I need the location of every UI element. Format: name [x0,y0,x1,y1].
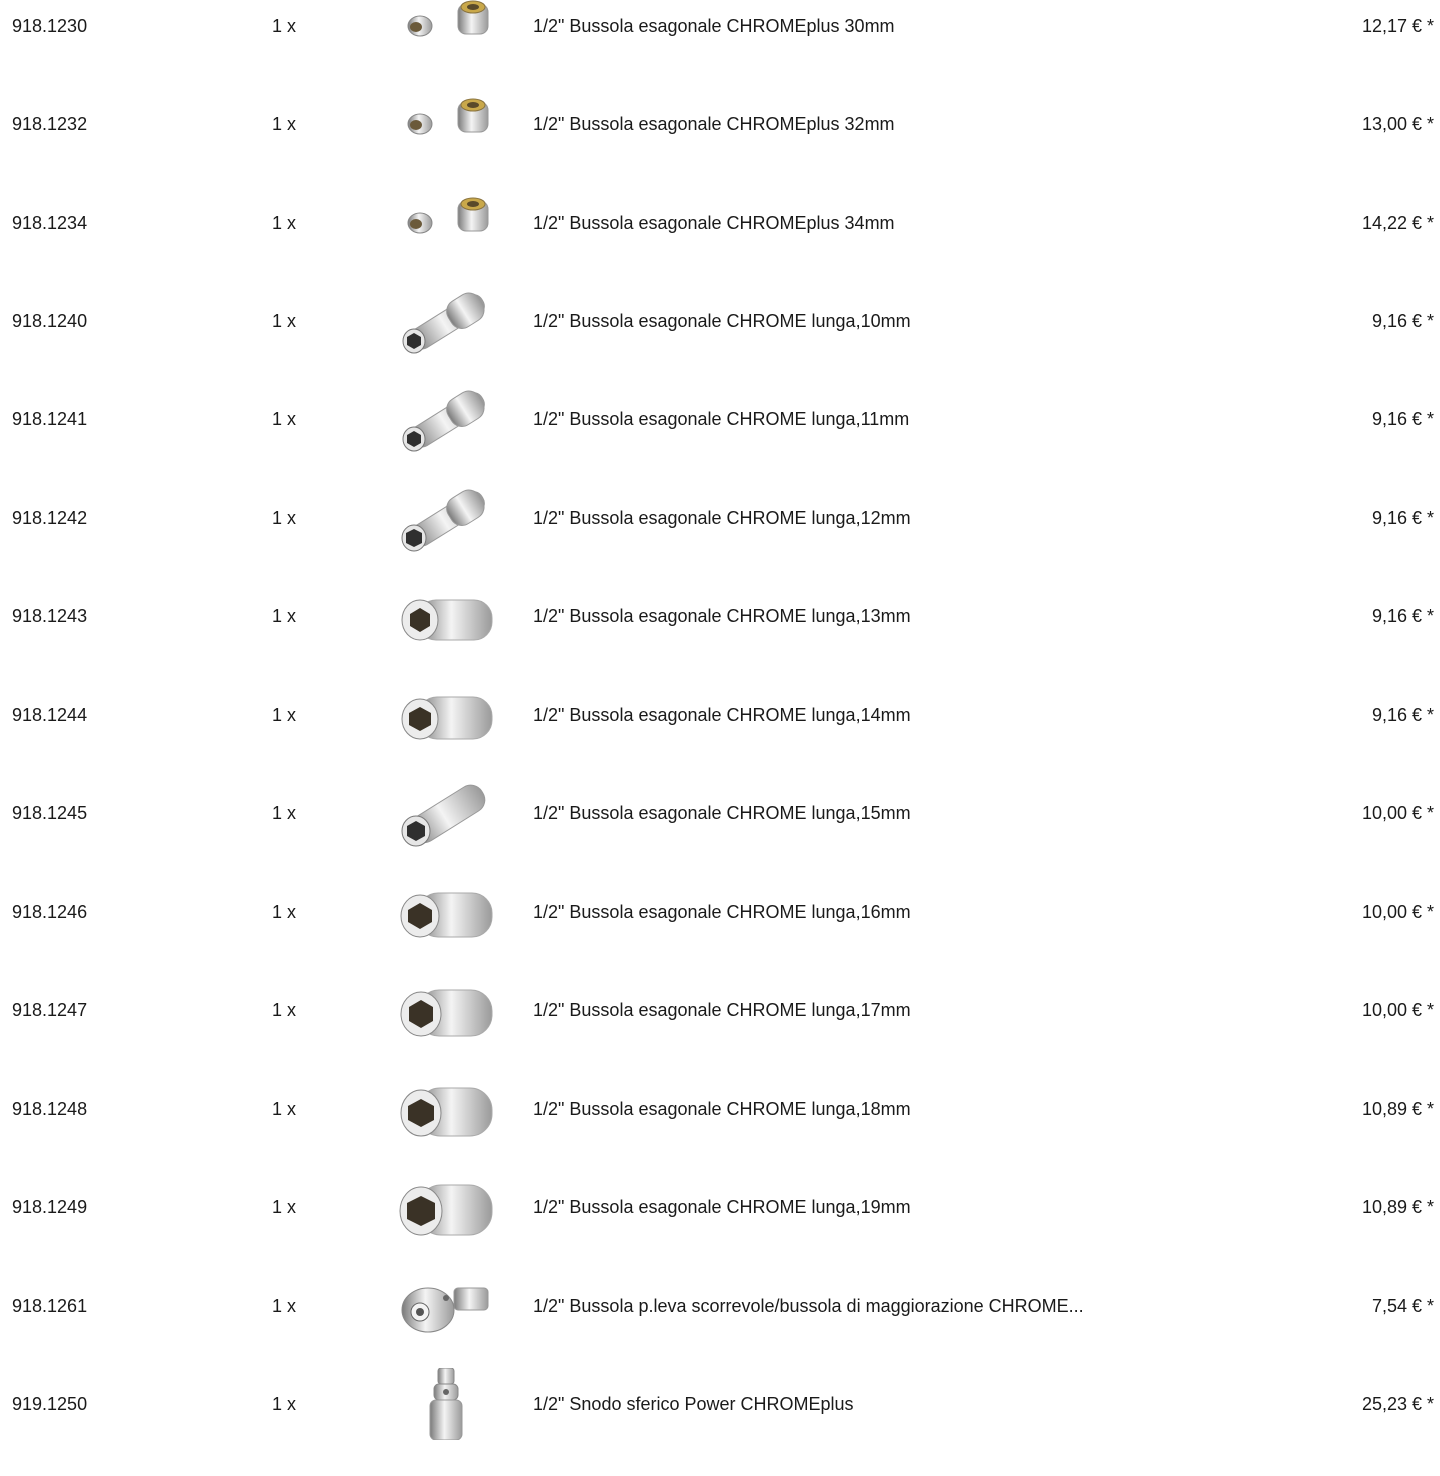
quantity: 1 x [272,310,297,331]
product-price: 12,17 € * [1361,15,1434,36]
product-code: 918.1242 [12,507,88,528]
product-code: 918.1245 [12,802,88,823]
deep-socket-icon[interactable] [398,974,496,1046]
quantity: 1 x [272,1196,297,1217]
product-code: 918.1232 [12,113,88,134]
quantity: 1 x [272,113,297,134]
socket-pair-icon[interactable] [398,187,496,259]
product-price: 7,54 € * [1371,1295,1434,1316]
product-price: 10,00 € * [1361,999,1434,1020]
product-description[interactable]: 1/2" Bussola esagonale CHROMEplus 30mm [533,16,895,36]
product-description[interactable]: 1/2" Bussola esagonale CHROME lunga,17mm [533,1000,911,1020]
socket-pair-icon[interactable] [398,0,496,62]
table-row [0,393,1440,491]
quantity: 1 x [272,1393,297,1414]
product-description[interactable]: 1/2" Bussola esagonale CHROME lunga,10mm [533,311,911,331]
product-price: 10,89 € * [1361,1196,1434,1217]
product-description[interactable]: 1/2" Bussola esagonale CHROME lunga,14mm [533,705,911,725]
product-price: 10,00 € * [1361,901,1434,922]
product-description[interactable]: 1/2" Bussola esagonale CHROME lunga,18mm [533,1099,911,1119]
product-price: 9,16 € * [1371,507,1434,528]
table-row [0,1280,1440,1378]
product-code: 919.1250 [12,1393,88,1414]
table-row [0,98,1440,196]
product-code: 918.1261 [12,1295,88,1316]
product-price: 25,23 € * [1361,1393,1434,1414]
product-price: 10,89 € * [1361,1098,1434,1119]
quantity: 1 x [272,15,297,36]
product-code: 918.1230 [12,15,88,36]
product-price: 13,00 € * [1361,113,1434,134]
product-description[interactable]: 1/2" Bussola esagonale CHROME lunga,13mm [533,606,911,626]
product-description[interactable]: 1/2" Bussola esagonale CHROME lunga,15mm [533,803,911,823]
deep-socket-icon[interactable] [398,777,496,849]
deep-socket-icon[interactable] [398,1171,496,1243]
product-price: 9,16 € * [1371,408,1434,429]
table-row [0,590,1440,688]
quantity: 1 x [272,507,297,528]
adapter-socket-icon[interactable] [398,1270,496,1342]
product-description[interactable]: 1/2" Bussola esagonale CHROME lunga,12mm [533,508,911,528]
product-price: 9,16 € * [1371,310,1434,331]
product-description[interactable]: 1/2" Snodo sferico Power CHROMEplus [533,1394,854,1414]
product-code: 918.1243 [12,605,88,626]
table-row [0,1378,1440,1476]
product-code: 918.1244 [12,704,88,725]
deep-socket-icon[interactable] [398,482,496,554]
table-row [0,295,1440,393]
universal-joint-icon[interactable] [398,1368,496,1440]
product-price: 14,22 € * [1361,212,1434,233]
product-code: 918.1246 [12,901,88,922]
deep-socket-icon[interactable] [398,1073,496,1145]
quantity: 1 x [272,212,297,233]
quantity: 1 x [272,605,297,626]
product-description[interactable]: 1/2" Bussola p.leva scorrevole/bussola di maggiorazione CHROME... [533,1296,1084,1316]
table-row [0,886,1440,984]
deep-socket-icon[interactable] [398,679,496,751]
quantity: 1 x [272,901,297,922]
product-description[interactable]: 1/2" Bussola esagonale CHROME lunga,16mm [533,902,911,922]
quantity: 1 x [272,802,297,823]
product-description[interactable]: 1/2" Bussola esagonale CHROMEplus 34mm [533,213,895,233]
product-description[interactable]: 1/2" Bussola esagonale CHROME lunga,11mm [533,409,910,429]
table-row [0,1083,1440,1181]
product-code: 918.1241 [12,408,88,429]
product-price: 10,00 € * [1361,802,1434,823]
deep-socket-icon[interactable] [398,876,496,948]
product-description[interactable]: 1/2" Bussola esagonale CHROMEplus 32mm [533,114,895,134]
table-row [0,0,1440,98]
table-row [0,1181,1440,1279]
product-code: 918.1247 [12,999,88,1020]
product-description[interactable]: 1/2" Bussola esagonale CHROME lunga,19mm [533,1197,911,1217]
product-code: 918.1240 [12,310,88,331]
deep-socket-icon[interactable] [398,285,496,357]
quantity: 1 x [272,999,297,1020]
product-code: 918.1248 [12,1098,88,1119]
quantity: 1 x [272,704,297,725]
table-row [0,787,1440,885]
quantity: 1 x [272,1098,297,1119]
product-code: 918.1234 [12,212,88,233]
quantity: 1 x [272,1295,297,1316]
table-row [0,492,1440,590]
product-price: 9,16 € * [1371,704,1434,725]
table-row [0,197,1440,295]
deep-socket-icon[interactable] [398,383,496,455]
deep-socket-icon[interactable] [398,580,496,652]
quantity: 1 x [272,408,297,429]
socket-pair-icon[interactable] [398,88,496,160]
product-code: 918.1249 [12,1196,88,1217]
table-row [0,689,1440,787]
product-price: 9,16 € * [1371,605,1434,626]
table-row [0,984,1440,1082]
